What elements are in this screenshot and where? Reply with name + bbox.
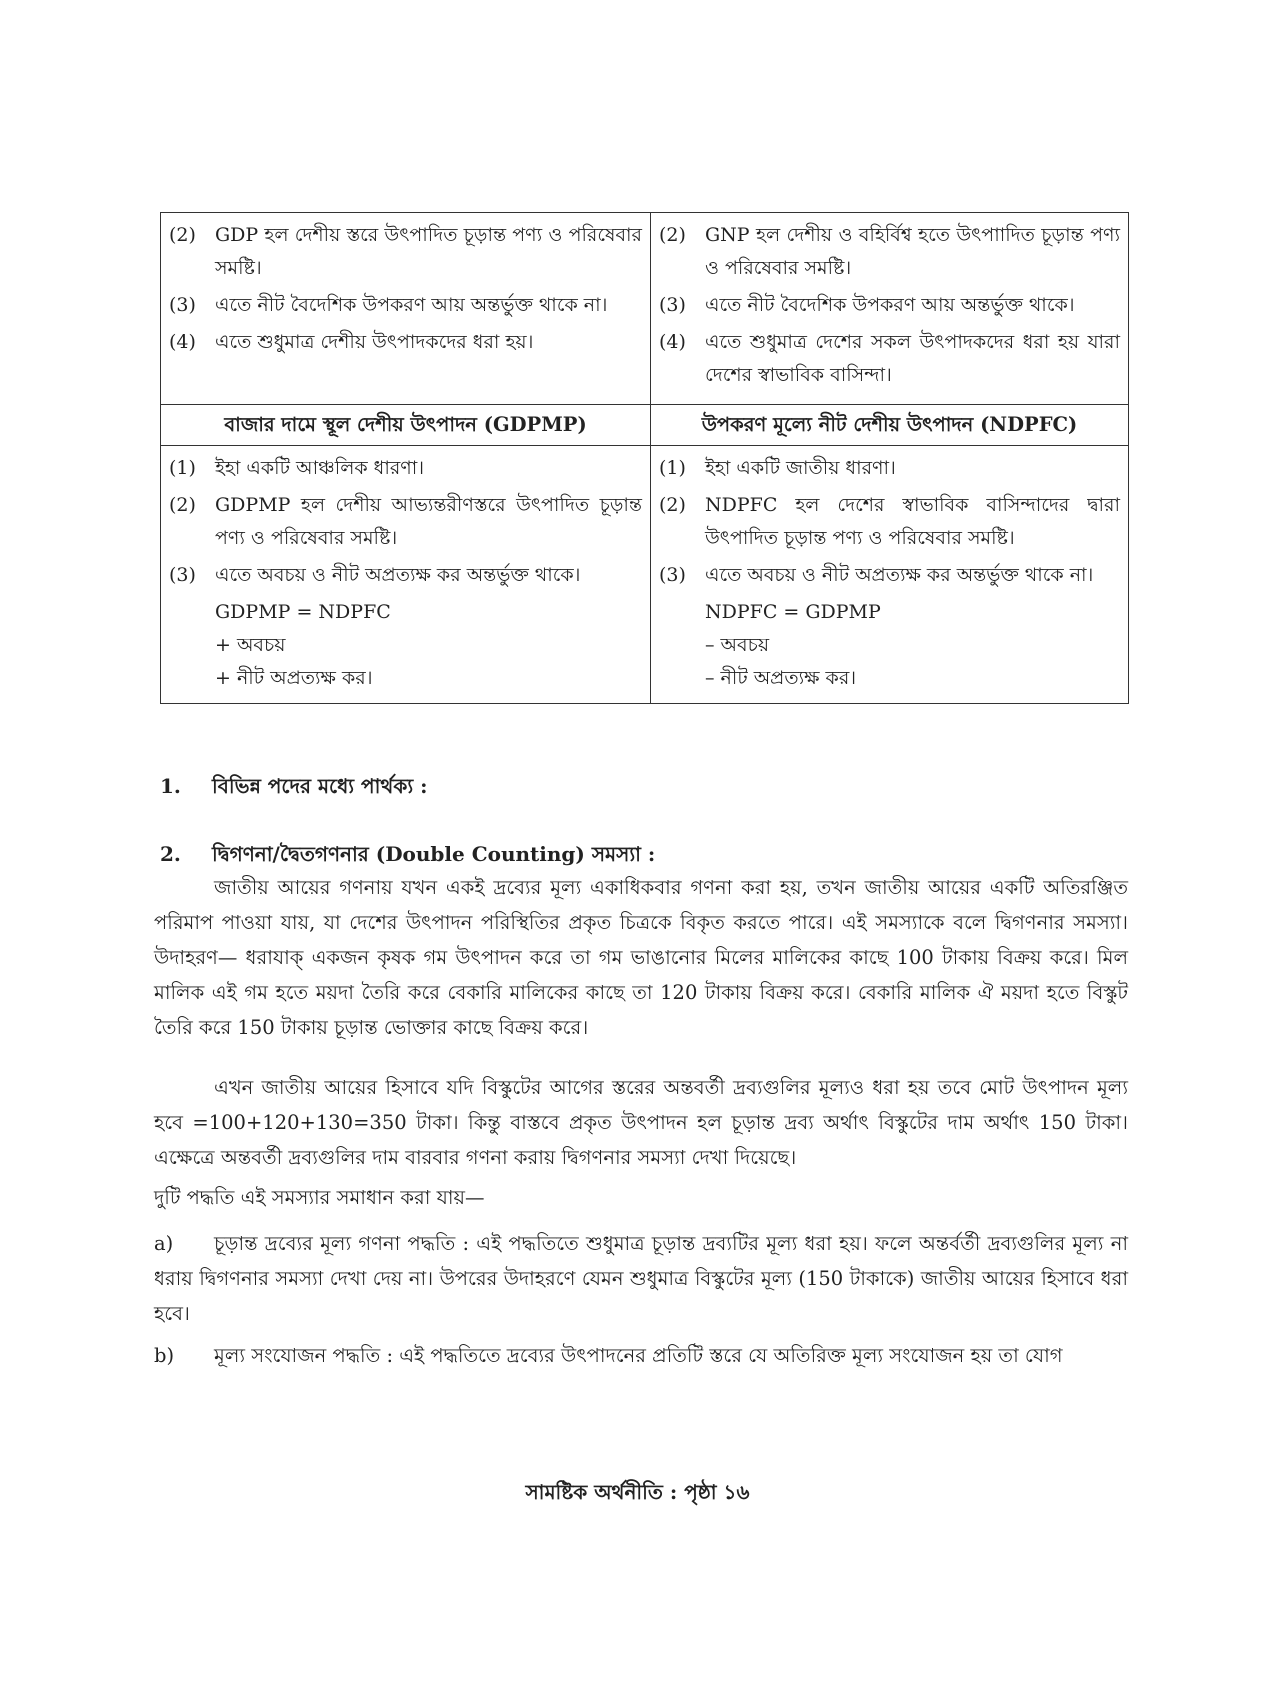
paragraph-double-counting-example: এখন জাতীয় আয়ের হিসাবে যদি বিস্কুটের আগের স্তরের অন্তবর্তী দ্রব্যগুলির মূল্যও ধরা হয় তবে মোট উৎপাদন মূল্য হবে =100+120+130=350 টাকা। কিন্তু বাস্তবে প্রকৃত উৎপাদন হল চূড়ান্ত দ্রব্য অর্থাৎ বিস্কুটের দাম অর্থাৎ 150 টাকা। এক্ষেত্রে অন্তবর্তী দ্রব্যগুলির দাম বারবার গণনা করায় দ্বিগণনার সমস্যা দেখা দিয়েছে। (154, 1076, 1128, 1169)
list-item: (3) এতে নীট বৈদেশিক উপকরণ আয় অন্তর্ভুক্ত থাকে। (659, 294, 1075, 316)
list-item: (2) GNP হল দেশীয় ও বহির্বিশ্ব হতে উৎপাাদিত চূড়ান্ত পণ্য ও পরিষেবার সমষ্টি। (659, 224, 1120, 279)
list-item: (1) ইহা একটি জাতীয় ধারণা। (659, 457, 896, 479)
table-cell-gdp-points (161, 213, 651, 405)
list-item: (3) এতে অবচয় ও নীট অপ্রত্যক্ষ কর অন্তর্ভুক্ত থাকে। (169, 564, 581, 586)
formula-line: + অবচয় (215, 634, 286, 656)
list-item: (2) GDP হল দেশীয় স্তরে উৎপাদিত চূড়ান্ত পণ্য ও পরিষেবার সমষ্টি। (169, 224, 642, 279)
list-item: (1) ইহা একটি আঞ্চলিক ধারণা। (169, 457, 425, 479)
list-item: (2) GDPMP হল দেশীয় আভ্যন্তরীণস্তরে উৎপাদিত চূড়ান্ত পণ্য ও পরিষেবার সমষ্টি। (169, 494, 642, 549)
method-item-b: b) মূল্য সংযোজন পদ্ধতি : এই পদ্ধতিতে দ্রব্যের উৎপাদনের প্রতিটি স্তরে যে অতিরিক্ত মূল্য সংযোজন হয় তা যোগ (154, 1344, 1063, 1367)
page-footer: সামষ্টিক অর্থনীতি : পৃষ্ঠা ১৬ (525, 1480, 750, 1504)
list-item: (4) এতে শুধুমাত্র দেশের সকল উৎপাদকদের ধরা হয় যারা দেশের স্বাভাবিক বাসিন্দা। (659, 331, 1120, 386)
formula-line: GDPMP = NDPFC (215, 601, 391, 623)
comparison-table (160, 212, 1129, 704)
formula-line: NDPFC = GDPMP (705, 601, 881, 623)
list-item: (2) NDPFC হল দেশের স্বাভাবিক বাসিন্দাদের দ্বারা উৎপাদিত চূড়ান্ত পণ্য ও পরিষেবার সমষ্টি। (659, 494, 1120, 549)
table-cell-gdpmp-points (161, 446, 651, 704)
table-row (161, 446, 1129, 704)
table-cell-ndpfc-points (651, 446, 1129, 704)
section-heading-2: 2. দ্বিগণনা/দ্বৈতগণনার (Double Counting) সমস্যা : (160, 842, 656, 866)
paragraph-double-counting-intro: জাতীয় আয়ের গণনায় যখন একই দ্রব্যের মূল্য একাধিকবার গণনা করা হয়, তখন জাতীয় আয়ের একটি অতিরঞ্জিত পরিমাপ পাওয়া যায়, যা দেশের উৎপাদন পরিস্থিতির প্রকৃত চিত্রকে বিকৃত করতে পারে। এই সমস্যাকে বলে দ্বিগণনার সমস্যা। উদাহরণ— ধরাযাক্ একজন কৃষক গম উৎপাদন করে তা গম ভাঙানোর মিলের মালিকের কাছে 100 টাকায় বিক্রয় করে। মিল মালিক এই গম হতে ময়দা তৈরি করে বেকারি মালিকের কাছে তা 120 টাকায় বিক্রয় করে। বেকারি মালিক ঐ ময়দা হতে বিস্কুট তৈরি করে 150 টাকায় চূড়ান্ত ভোক্তার কাছে বিক্রয় করে। (154, 876, 1128, 1039)
table-header-row (161, 405, 1129, 446)
formula-line: + নীট অপ্রত্যক্ষ কর। (215, 667, 373, 689)
method-item-a: a) চূড়ান্ত দ্রব্যের মূল্য গণনা পদ্ধতি : এই পদ্ধতিতে শুধুমাত্র চূড়ান্ত দ্রব্যটির মূল্য ধরা হয়। ফলে অন্তর্বর্তী দ্রব্যগুলির মূল্য না ধরায় দ্বিগণনার সমস্যা দেখা দেয় না। উপরের উদাহরণে যেমন শুধুমাত্র বিস্কুটের মূল্য (150 টাকাকে) জাতীয় আয়ের হিসাবে ধরা হবে। (154, 1232, 1128, 1325)
formula-line: – নীট অপ্রত্যক্ষ কর। (705, 667, 857, 689)
table-row (161, 213, 1129, 405)
section-heading-1: 1. বিভিন্ন পদের মধ্যে পার্থক্য : (160, 774, 428, 798)
list-item: (4) এতে শুধুমাত্র দেশীয় উৎপাদকদের ধরা হয়। (169, 331, 534, 353)
list-item: (3) এতে অবচয় ও নীট অপ্রত্যক্ষ কর অন্তর্ভুক্ত থাকে না। (659, 564, 1094, 586)
formula-line: – অবচয় (705, 634, 770, 656)
table-cell-gnp-points (651, 213, 1129, 405)
table-header-gdpmp: বাজার দামে স্থূল দেশীয় উৎপাদন (GDPMP) (161, 405, 651, 446)
paragraph-methods-intro: দুটি পদ্ধতি এই সমস্যার সমাধান করা যায়— (154, 1186, 485, 1209)
list-item: (3) এতে নীট বৈদেশিক উপকরণ আয় অন্তর্ভুক্ত থাকে না। (169, 294, 608, 316)
table-header-ndpfc: উপকরণ মূল্যে নীট দেশীয় উৎপাদন (NDPFC) (651, 405, 1129, 446)
